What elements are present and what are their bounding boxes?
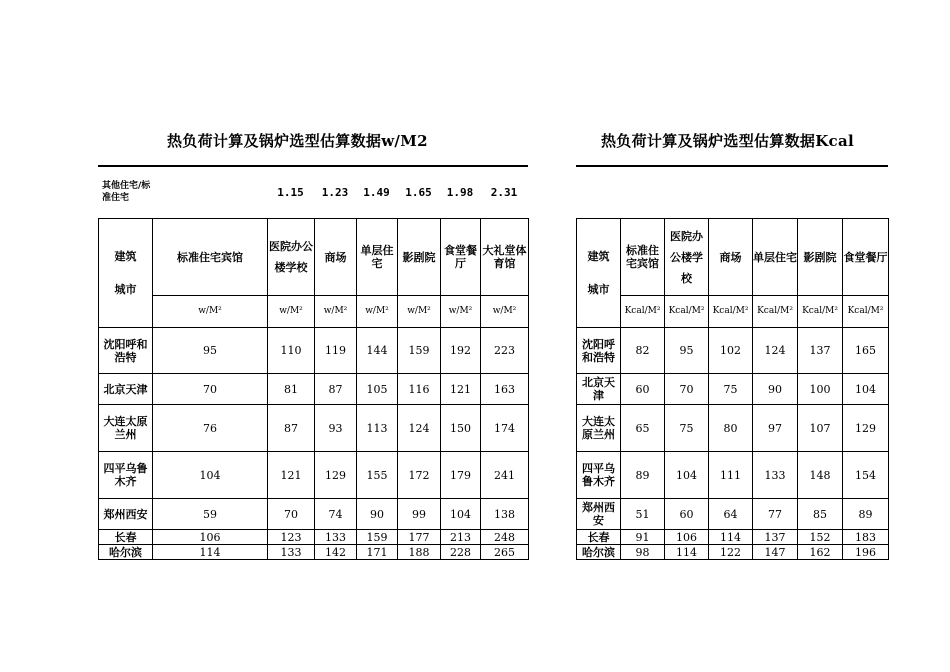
value-cell[interactable]: 65 <box>621 405 665 452</box>
value-cell[interactable]: 223 <box>481 328 529 374</box>
factor-row <box>98 170 528 214</box>
value-cell[interactable]: 74 <box>315 499 357 530</box>
corner-top: 建筑 <box>114 250 137 263</box>
header-cell[interactable]: 标准住宅宾馆 <box>621 219 665 296</box>
value-cell[interactable]: 89 <box>621 452 665 499</box>
value-cell[interactable]: 95 <box>665 328 709 374</box>
corner-header[interactable] <box>99 219 153 328</box>
table-row <box>577 405 889 452</box>
value-cell[interactable]: 90 <box>753 374 798 405</box>
table-kcal-per-m2 <box>576 218 889 560</box>
city-cell[interactable]: 沈阳呼和浩特 <box>99 328 153 374</box>
table-row <box>99 405 529 452</box>
table-row <box>577 499 889 530</box>
value-cell[interactable]: 81 <box>268 374 315 405</box>
value-cell[interactable]: 228 <box>441 545 481 560</box>
header-cell[interactable]: 食堂餐厅 <box>843 219 889 296</box>
value-cell[interactable]: 174 <box>481 405 529 452</box>
value-cell[interactable]: 87 <box>268 405 315 452</box>
city-cell[interactable]: 沈阳呼和浩特 <box>577 328 621 374</box>
corner-bottom: 城市 <box>587 283 610 296</box>
value-cell[interactable]: 100 <box>798 374 843 405</box>
value-cell[interactable]: 114 <box>153 545 268 560</box>
header-row <box>99 219 529 296</box>
value-cell[interactable]: 116 <box>398 374 441 405</box>
unit-cell[interactable]: w/M² <box>441 296 481 328</box>
value-cell[interactable]: 241 <box>481 452 529 499</box>
value-cell[interactable]: 148 <box>798 452 843 499</box>
value-cell[interactable]: 80 <box>709 405 753 452</box>
city-cell[interactable]: 北京天津 <box>577 374 621 405</box>
value-cell[interactable]: 192 <box>441 328 481 374</box>
header-cell[interactable]: 商场 <box>709 219 753 296</box>
value-cell[interactable]: 162 <box>798 545 843 560</box>
table-row <box>99 374 529 405</box>
header-cell[interactable]: 医院办公楼学校 <box>665 219 709 296</box>
value-cell[interactable]: 105 <box>357 374 398 405</box>
value-cell[interactable]: 114 <box>709 530 753 545</box>
factor-cell[interactable]: 1.49 <box>363 185 390 199</box>
value-cell[interactable]: 183 <box>843 530 889 545</box>
title-underline-left <box>98 165 528 167</box>
value-cell[interactable]: 59 <box>153 499 268 530</box>
value-cell[interactable]: 196 <box>843 545 889 560</box>
title-underline-right <box>576 165 888 167</box>
table-kcal-body <box>577 328 889 560</box>
value-cell[interactable]: 77 <box>753 499 798 530</box>
factor-cell[interactable]: 2.31 <box>490 185 518 199</box>
value-cell[interactable]: 121 <box>441 374 481 405</box>
value-cell[interactable]: 163 <box>481 374 529 405</box>
factor-cell[interactable]: 1.65 <box>405 185 432 199</box>
table-row <box>99 530 529 545</box>
header-cell[interactable]: 影剧院 <box>798 219 843 296</box>
header-cell[interactable]: 食堂餐厅 <box>441 219 481 296</box>
unit-cell[interactable]: Kcal/M² <box>665 296 709 328</box>
value-cell[interactable]: 147 <box>753 545 798 560</box>
value-cell[interactable]: 76 <box>153 405 268 452</box>
value-cell[interactable]: 104 <box>665 452 709 499</box>
unit-cell[interactable]: w/M² <box>315 296 357 328</box>
value-cell[interactable]: 91 <box>621 530 665 545</box>
value-cell[interactable]: 70 <box>153 374 268 405</box>
value-cell[interactable]: 171 <box>357 545 398 560</box>
table-w-per-m2 <box>98 218 529 560</box>
value-cell[interactable]: 104 <box>843 374 889 405</box>
value-cell[interactable]: 110 <box>268 328 315 374</box>
table-row <box>577 530 889 545</box>
value-cell[interactable]: 60 <box>621 374 665 405</box>
unit-cell[interactable]: w/M² <box>268 296 315 328</box>
value-cell[interactable]: 123 <box>268 530 315 545</box>
value-cell[interactable]: 119 <box>315 328 357 374</box>
header-cell[interactable]: 医院办公楼学校 <box>268 219 315 296</box>
value-cell[interactable]: 144 <box>357 328 398 374</box>
value-cell[interactable]: 51 <box>621 499 665 530</box>
city-cell[interactable]: 大连太原兰州 <box>99 405 153 452</box>
value-cell[interactable]: 70 <box>268 499 315 530</box>
header-cell[interactable]: 商场 <box>315 219 357 296</box>
table-row <box>99 545 529 560</box>
value-cell[interactable]: 213 <box>441 530 481 545</box>
header-cell[interactable]: 单层住宅 <box>357 219 398 296</box>
value-cell[interactable]: 133 <box>268 545 315 560</box>
factor-label[interactable]: 其他住宅/标准住宅 <box>102 181 151 203</box>
factor-row-table <box>98 170 528 214</box>
table-w-body <box>99 328 529 560</box>
city-cell[interactable]: 四平乌鲁木齐 <box>99 452 153 499</box>
city-cell[interactable]: 北京天津 <box>99 374 153 405</box>
value-cell[interactable]: 188 <box>398 545 441 560</box>
value-cell[interactable]: 104 <box>441 499 481 530</box>
value-cell[interactable]: 152 <box>798 530 843 545</box>
value-cell[interactable]: 82 <box>621 328 665 374</box>
header-cell[interactable]: 单层住宅 <box>753 219 798 296</box>
value-cell[interactable]: 133 <box>753 452 798 499</box>
value-cell[interactable]: 154 <box>843 452 889 499</box>
value-cell[interactable]: 165 <box>843 328 889 374</box>
unit-cell[interactable]: w/M² <box>153 296 268 328</box>
value-cell[interactable]: 87 <box>315 374 357 405</box>
factor-cell[interactable]: 1.23 <box>321 185 349 199</box>
unit-cell[interactable]: Kcal/M² <box>798 296 843 328</box>
corner-bottom: 城市 <box>114 283 137 296</box>
value-cell[interactable]: 106 <box>153 530 268 545</box>
unit-cell[interactable]: Kcal/M² <box>843 296 889 328</box>
value-cell[interactable]: 150 <box>441 405 481 452</box>
value-cell[interactable]: 98 <box>621 545 665 560</box>
table-row <box>99 328 529 374</box>
unit-cell[interactable]: w/M² <box>481 296 529 328</box>
value-cell[interactable]: 89 <box>843 499 889 530</box>
value-cell[interactable]: 124 <box>398 405 441 452</box>
table-row <box>99 499 529 530</box>
value-cell[interactable]: 113 <box>357 405 398 452</box>
corner-header[interactable] <box>577 219 621 328</box>
value-cell[interactable]: 99 <box>398 499 441 530</box>
unit-cell[interactable]: Kcal/M² <box>753 296 798 328</box>
table-row <box>99 452 529 499</box>
value-cell[interactable]: 137 <box>753 530 798 545</box>
unit-cell[interactable]: w/M² <box>398 296 441 328</box>
value-cell[interactable]: 129 <box>315 452 357 499</box>
value-cell[interactable]: 133 <box>315 530 357 545</box>
city-cell[interactable]: 哈尔滨 <box>577 545 621 560</box>
value-cell[interactable]: 106 <box>665 530 709 545</box>
factor-cell[interactable]: 1.15 <box>277 185 304 199</box>
value-cell[interactable]: 107 <box>798 405 843 452</box>
header-cell[interactable]: 大礼堂体育馆 <box>481 219 529 296</box>
table-row <box>577 328 889 374</box>
unit-row <box>577 296 889 328</box>
value-cell[interactable]: 124 <box>753 328 798 374</box>
city-cell[interactable]: 长春 <box>577 530 621 545</box>
table-row <box>577 374 889 405</box>
factor-empty-cell[interactable] <box>152 170 267 214</box>
unit-cell[interactable]: Kcal/M² <box>709 296 753 328</box>
title-w-per-m2: 热负荷计算及锅炉选型估算数据w/M2 <box>167 132 428 150</box>
value-cell[interactable]: 90 <box>357 499 398 530</box>
unit-cell[interactable]: Kcal/M² <box>621 296 665 328</box>
value-cell[interactable]: 102 <box>709 328 753 374</box>
value-cell[interactable]: 172 <box>398 452 441 499</box>
value-cell[interactable]: 70 <box>665 374 709 405</box>
value-cell[interactable]: 111 <box>709 452 753 499</box>
value-cell[interactable]: 104 <box>153 452 268 499</box>
value-cell[interactable]: 138 <box>481 499 529 530</box>
city-cell[interactable]: 长春 <box>99 530 153 545</box>
value-cell[interactable]: 137 <box>798 328 843 374</box>
value-cell[interactable]: 248 <box>481 530 529 545</box>
factor-cell[interactable]: 1.98 <box>446 185 474 199</box>
value-cell[interactable]: 60 <box>665 499 709 530</box>
value-cell[interactable]: 142 <box>315 545 357 560</box>
table-row <box>577 545 889 560</box>
table-row <box>577 452 889 499</box>
header-cell[interactable]: 标准住宅宾馆 <box>153 219 268 296</box>
city-cell[interactable]: 四平乌鲁木齐 <box>577 452 621 499</box>
header-row <box>577 219 889 296</box>
unit-row <box>99 296 529 328</box>
value-cell[interactable]: 75 <box>665 405 709 452</box>
city-cell[interactable]: 大连太原兰州 <box>577 405 621 452</box>
value-cell[interactable]: 179 <box>441 452 481 499</box>
value-cell[interactable]: 114 <box>665 545 709 560</box>
title-kcal: 热负荷计算及锅炉选型估算数据Kcal <box>601 132 854 150</box>
value-cell[interactable]: 97 <box>753 405 798 452</box>
header-cell[interactable]: 影剧院 <box>398 219 441 296</box>
value-cell[interactable]: 159 <box>357 530 398 545</box>
city-cell[interactable]: 郑州西安 <box>577 499 621 530</box>
value-cell[interactable]: 159 <box>398 328 441 374</box>
value-cell[interactable]: 155 <box>357 452 398 499</box>
city-cell[interactable]: 哈尔滨 <box>99 545 153 560</box>
value-cell[interactable]: 177 <box>398 530 441 545</box>
value-cell[interactable]: 75 <box>709 374 753 405</box>
value-cell[interactable]: 129 <box>843 405 889 452</box>
corner-top: 建筑 <box>587 250 610 263</box>
city-cell[interactable]: 郑州西安 <box>99 499 153 530</box>
value-cell[interactable]: 93 <box>315 405 357 452</box>
value-cell[interactable]: 64 <box>709 499 753 530</box>
value-cell[interactable]: 265 <box>481 545 529 560</box>
value-cell[interactable]: 121 <box>268 452 315 499</box>
value-cell[interactable]: 122 <box>709 545 753 560</box>
value-cell[interactable]: 85 <box>798 499 843 530</box>
value-cell[interactable]: 95 <box>153 328 268 374</box>
unit-cell[interactable]: w/M² <box>357 296 398 328</box>
